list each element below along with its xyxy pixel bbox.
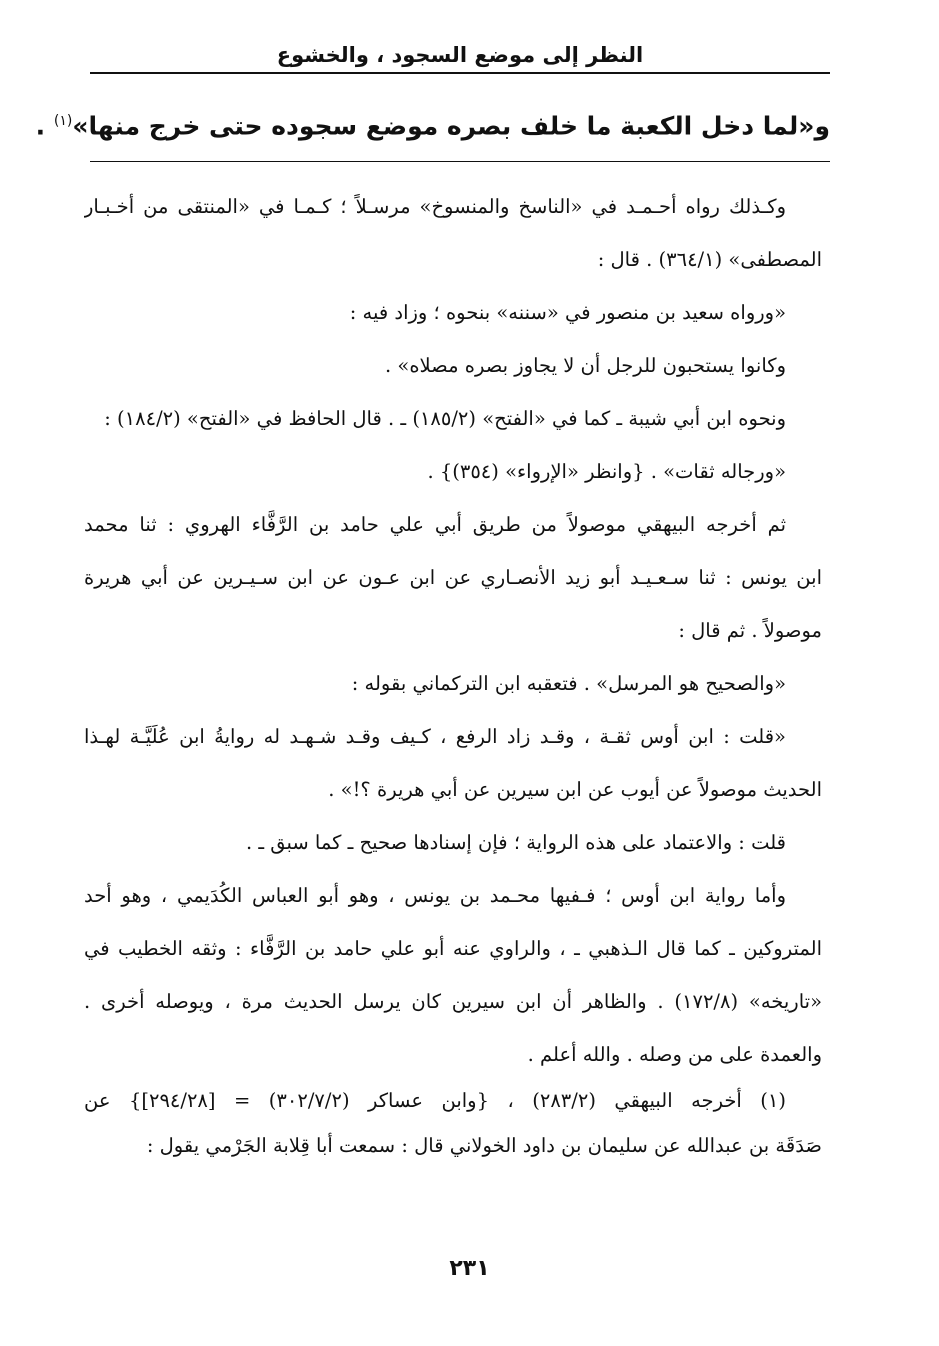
commentary-line: قلت : والاعتماد على هذه الرواية ؛ فإن إسنادها صحيح ـ كما سبق ـ . — [245, 831, 786, 854]
commentary-line: وأما رواية ابن أوس ؛ فـفيها محـمد بن يونس ، وهو أبو العباس الكُدَيمي ، وهو أحد — [84, 884, 786, 907]
hadith-text-period: . — [35, 111, 46, 141]
quote-line: «قلت : ابن أوس ثقـة ، وقـد زاد الرفع ، كـيف وقـد شـهـد له روايةُ ابن عُلَيَّـة لهـذا — [84, 725, 786, 748]
commentary-line: وكـذلك رواه أحـمـد في «الناسخ والمنسوخ» مرسـلاً ؛ كـمـا في «المنتقى من أخـبـار — [84, 195, 786, 218]
hadith-text-body: و«لما دخل الكعبة ما خلف بصره موضع سجوده حتى خرج منها» — [72, 111, 830, 141]
main-text-rule — [90, 161, 830, 162]
footnote-line: (١) أخرجه البيهقي (٢٨٣/٢) ، {وابن عساكر (٣٠٢/٧/٢) = [٢٩٤/٢٨]} عن — [84, 1089, 786, 1112]
quote-line: «ورواه سعيد بن منصور في «سننه» بنحوه ؛ وزاد فيه : — [349, 301, 786, 324]
header-rule — [90, 72, 830, 74]
quote-line: «والصحيح هو المرسل» . فتعقبه ابن التركماني بقوله : — [351, 672, 786, 695]
footnote — [84, 1078, 822, 1168]
commentary-line: والعمدة على من وصله . والله أعلم . — [527, 1043, 822, 1066]
hadith-text — [35, 96, 830, 151]
commentary-line: «تاريخه» (١٧٢/٨) . والظاهر أن ابن سيرين كان يرسل الحديث مرة ، ويوصله أخرى . — [84, 990, 822, 1013]
quote-line: «ورجاله ثقات» . {وانظر «الإرواء» (٣٥٤)} . — [427, 460, 786, 483]
footnote-marker: (١) — [53, 113, 73, 129]
commentary-line: ثم أخرجه البيهقي موصولاً من طريق أبي علي حامد بن الرَّفَّاء الهروي : ثنا محمد — [84, 513, 786, 536]
page-number: ٢٣١ — [449, 1256, 490, 1281]
quote-line: وكانوا يستحبون للرجل أن لا يجاوز بصره مصلاه» . — [385, 354, 786, 377]
commentary-line: ابن يونس : ثنا سـعـيـد أبو زيد الأنصـاري عن ابن عـون عن ابن سـيـرين عن أبي هريرة — [84, 566, 822, 589]
commentary — [84, 180, 822, 1081]
commentary-line: المصطفى» (٣٦٤/١) . قال : — [597, 248, 822, 271]
running-head: النظر إلى موضع السجود ، والخشوع — [276, 43, 644, 67]
quote-line: الحديث موصولاً عن أيوب عن ابن سيرين عن أبي هريرة ؟!» . — [328, 778, 822, 801]
footnote-line: صَدَقَة بن عبدالله عن سليمان بن داود الخولاني قال : سمعت أبا قِلابة الجَرْمي يقول : — [146, 1134, 822, 1157]
commentary-line: موصولاً . ثم قال : — [678, 619, 822, 642]
commentary-line: ونحوه ابن أبي شيبة ـ كما في «الفتح» (١٨٥/٢) ـ . قال الحافظ في «الفتح» (١٨٤/٢) : — [104, 407, 786, 430]
commentary-line: المتروكين ـ كما قال الـذهبي ـ ، والراوي عنه أبو علي حامد بن الرَّفَّاء : وثقه الخطيب في — [84, 937, 822, 960]
